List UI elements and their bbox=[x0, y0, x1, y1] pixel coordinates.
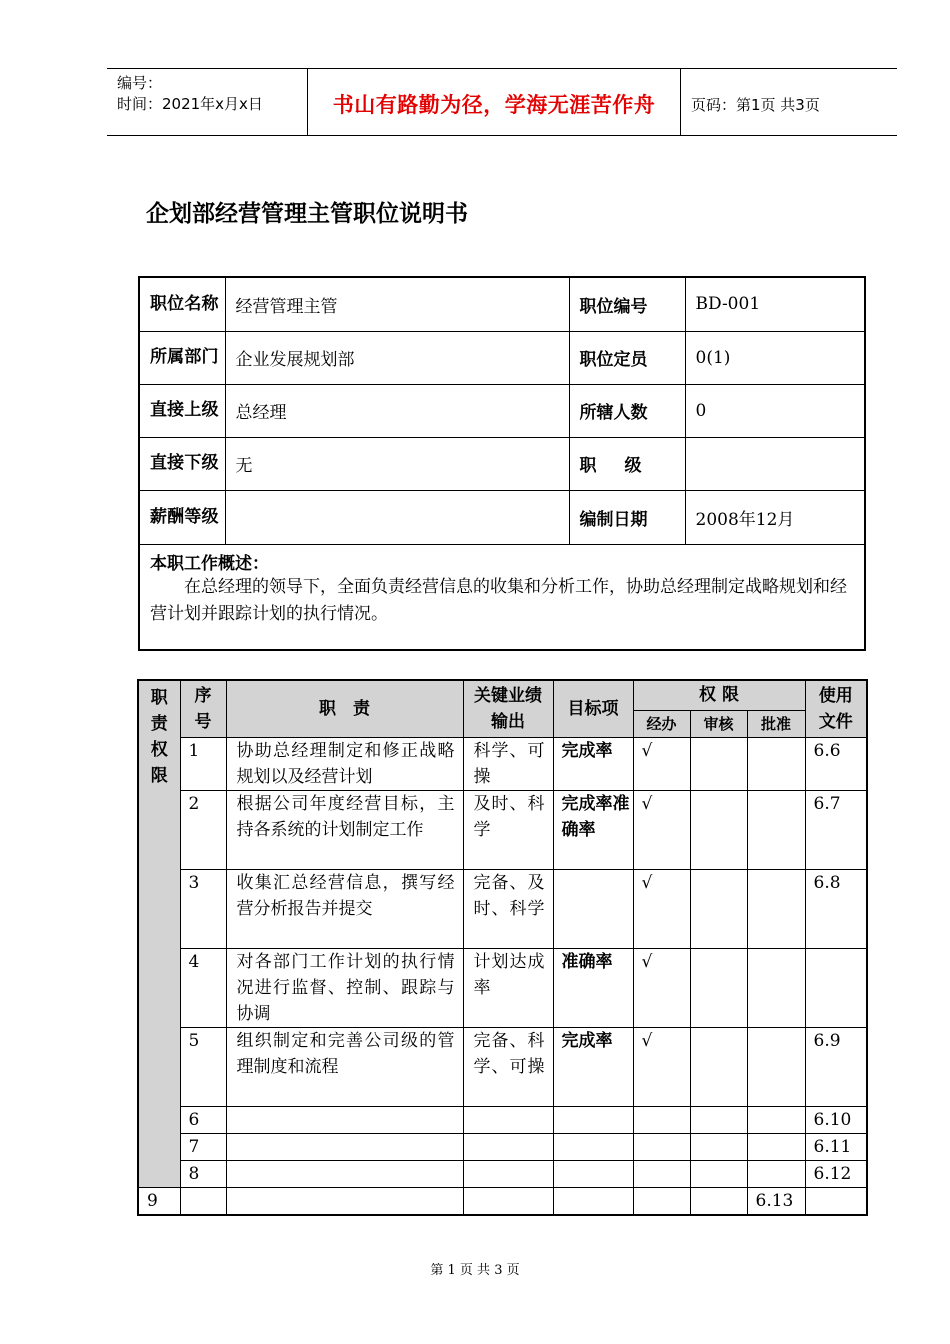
duties-header-row bbox=[138, 680, 867, 710]
duty-target bbox=[553, 1160, 633, 1187]
duty-review bbox=[690, 1106, 747, 1133]
duty-handle bbox=[633, 1160, 690, 1187]
job-summary bbox=[139, 544, 865, 650]
duty-row bbox=[138, 1133, 867, 1160]
duty-key-output: 完备、科学、可操 bbox=[463, 1027, 553, 1106]
department-label: 所属部门 bbox=[139, 331, 225, 384]
duty-approve bbox=[747, 1106, 805, 1133]
supervisor-label: 直接上级 bbox=[139, 384, 225, 437]
header-divider bbox=[680, 69, 681, 135]
duty-handle: √ bbox=[633, 790, 690, 869]
position-name-label: 职位名称 bbox=[139, 277, 225, 331]
summary-text: 在总经理的领导下，全面负责经营信息的收集和分析工作，协助总经理制定战略规划和经营计划并跟踪计划的执行情况。 bbox=[150, 576, 847, 624]
seq-header bbox=[180, 680, 226, 737]
document-title: 企划部经营管理主管职位说明书 bbox=[146, 201, 468, 227]
header-meta bbox=[117, 73, 263, 115]
subordinate-label: 直接下级 bbox=[139, 437, 225, 490]
duty-handle bbox=[633, 1133, 690, 1160]
docs-header-text: 使用文件 bbox=[818, 685, 853, 732]
salary-value bbox=[225, 490, 569, 544]
duty-row bbox=[138, 1160, 867, 1187]
duty-key-output: 完备、及时、科学 bbox=[463, 869, 553, 948]
duty-header: 职 责 bbox=[226, 680, 463, 737]
doc-number-label: 编号： bbox=[117, 74, 163, 92]
summary-label: 本职工作概述： bbox=[150, 553, 269, 574]
duty-approve bbox=[747, 869, 805, 948]
time-label: 时间：2021年x月x日 bbox=[117, 95, 263, 113]
position-info-table bbox=[138, 276, 866, 651]
date-value: 2008年12月 bbox=[685, 490, 865, 544]
approve-header: 批准 bbox=[747, 710, 805, 737]
duty-key-output bbox=[226, 1187, 463, 1215]
duty-row bbox=[138, 869, 867, 948]
duty-key-output: 及时、科学 bbox=[463, 790, 553, 869]
subordinates-count-label: 所辖人数 bbox=[569, 384, 685, 437]
authority-header: 权 限 bbox=[633, 680, 805, 710]
duty-approve bbox=[747, 790, 805, 869]
info-row bbox=[139, 437, 865, 490]
page-footer: 第 1 页 共 3 页 bbox=[430, 1263, 520, 1278]
position-name-value: 经营管理主管 bbox=[225, 277, 569, 331]
duty-description bbox=[226, 1133, 463, 1160]
duty-key-output bbox=[463, 1160, 553, 1187]
duty-document: 6.12 bbox=[805, 1160, 867, 1187]
duty-review bbox=[690, 1160, 747, 1187]
duty-target bbox=[553, 1106, 633, 1133]
duty-document: 6.10 bbox=[805, 1106, 867, 1133]
duty-row bbox=[138, 790, 867, 869]
duty-handle bbox=[633, 1106, 690, 1133]
duty-approve bbox=[747, 1160, 805, 1187]
duty-handle: √ bbox=[633, 948, 690, 1027]
duty-seq: 7 bbox=[180, 1133, 226, 1160]
duty-target bbox=[553, 1133, 633, 1160]
duties-side-text: 职责权限 bbox=[150, 688, 168, 786]
headcount-label: 职位定员 bbox=[569, 331, 685, 384]
duty-review bbox=[690, 948, 747, 1027]
duty-description bbox=[226, 1106, 463, 1133]
duty-row bbox=[138, 1027, 867, 1106]
docs-header bbox=[805, 680, 867, 737]
duty-description bbox=[226, 1160, 463, 1187]
duty-target: 完成率 bbox=[553, 737, 633, 790]
info-row bbox=[139, 277, 865, 331]
duty-target: 准确率 bbox=[553, 948, 633, 1027]
duty-document: 6.9 bbox=[805, 1027, 867, 1106]
duty-row bbox=[138, 1187, 867, 1215]
duty-description: 组织制定和完善公司级的管理制度和流程 bbox=[226, 1027, 463, 1106]
duty-review bbox=[690, 1133, 747, 1160]
duty-review bbox=[690, 1027, 747, 1106]
duty-description: 协助总经理制定和修正战略规划以及经营计划 bbox=[226, 737, 463, 790]
duty-description: 根据公司年度经营目标，主持各系统的计划制定工作 bbox=[226, 790, 463, 869]
department-value: 企业发展规划部 bbox=[225, 331, 569, 384]
duty-seq: 2 bbox=[180, 790, 226, 869]
duty-row bbox=[138, 948, 867, 1027]
summary-row bbox=[139, 544, 865, 650]
duty-document bbox=[805, 948, 867, 1027]
duty-handle: √ bbox=[633, 1027, 690, 1106]
info-row bbox=[139, 384, 865, 437]
duty-row bbox=[138, 737, 867, 790]
duty-document: 6.11 bbox=[805, 1133, 867, 1160]
duty-approve bbox=[747, 1027, 805, 1106]
duty-key-output bbox=[463, 1133, 553, 1160]
header-motto: 书山有路勤为径，学海无涯苦作舟 bbox=[332, 93, 656, 117]
kpo-header bbox=[463, 680, 553, 737]
duty-seq: 9 bbox=[138, 1187, 180, 1215]
duty-review bbox=[690, 737, 747, 790]
duty-seq: 8 bbox=[180, 1160, 226, 1187]
duty-key-output: 计划达成率 bbox=[463, 948, 553, 1027]
duty-approve bbox=[747, 948, 805, 1027]
duty-target bbox=[463, 1187, 553, 1215]
duty-handle bbox=[553, 1187, 633, 1215]
subordinate-value: 无 bbox=[225, 437, 569, 490]
header-page-info: 页码：第1页 共3页 bbox=[691, 96, 820, 114]
duty-review bbox=[690, 869, 747, 948]
duty-seq: 5 bbox=[180, 1027, 226, 1106]
duty-seq: 1 bbox=[180, 737, 226, 790]
subordinates-count-value: 0 bbox=[685, 384, 865, 437]
handle-header: 经办 bbox=[633, 710, 690, 737]
duty-key-output: 科学、可操 bbox=[463, 737, 553, 790]
duty-handle: √ bbox=[633, 869, 690, 948]
duty-handle: √ bbox=[633, 737, 690, 790]
grade-value bbox=[685, 437, 865, 490]
duty-approve bbox=[690, 1187, 747, 1215]
duty-description: 对各部门工作计划的执行情况进行监督、控制、跟踪与协调 bbox=[226, 948, 463, 1027]
review-header: 审核 bbox=[690, 710, 747, 737]
date-label: 编制日期 bbox=[569, 490, 685, 544]
page-header bbox=[107, 68, 897, 136]
headcount-value: 0(1) bbox=[685, 331, 865, 384]
position-code-label: 职位编号 bbox=[569, 277, 685, 331]
duty-description bbox=[180, 1187, 226, 1215]
duty-review bbox=[633, 1187, 690, 1215]
duty-description: 收集汇总经营信息，撰写经营分析报告并提交 bbox=[226, 869, 463, 948]
duty-seq: 6 bbox=[180, 1106, 226, 1133]
duty-approve bbox=[747, 1133, 805, 1160]
duty-review bbox=[690, 790, 747, 869]
duty-row bbox=[138, 1106, 867, 1133]
info-row bbox=[139, 331, 865, 384]
duty-document: 6.13 bbox=[747, 1187, 805, 1215]
duty-seq: 4 bbox=[180, 948, 226, 1027]
duty-target: 完成率 bbox=[553, 1027, 633, 1106]
duty-target bbox=[553, 869, 633, 948]
salary-label: 薪酬等级 bbox=[139, 490, 225, 544]
duties-side-label bbox=[138, 680, 180, 1187]
duty-seq: 3 bbox=[180, 869, 226, 948]
info-row bbox=[139, 490, 865, 544]
duty-document: 6.6 bbox=[805, 737, 867, 790]
duties-table bbox=[137, 679, 868, 1216]
duty-target: 完成率准确率 bbox=[553, 790, 633, 869]
duty-approve bbox=[747, 737, 805, 790]
target-header: 目标项 bbox=[553, 680, 633, 737]
duty-document: 6.7 bbox=[805, 790, 867, 869]
kpo-header-text: 关键业绩输出 bbox=[474, 685, 542, 732]
duty-key-output bbox=[463, 1106, 553, 1133]
duty-document: 6.8 bbox=[805, 869, 867, 948]
seq-header-text: 序号 bbox=[194, 685, 212, 732]
grade-label: 职级 bbox=[569, 437, 685, 490]
position-code-value: BD-001 bbox=[685, 277, 865, 331]
supervisor-value: 总经理 bbox=[225, 384, 569, 437]
